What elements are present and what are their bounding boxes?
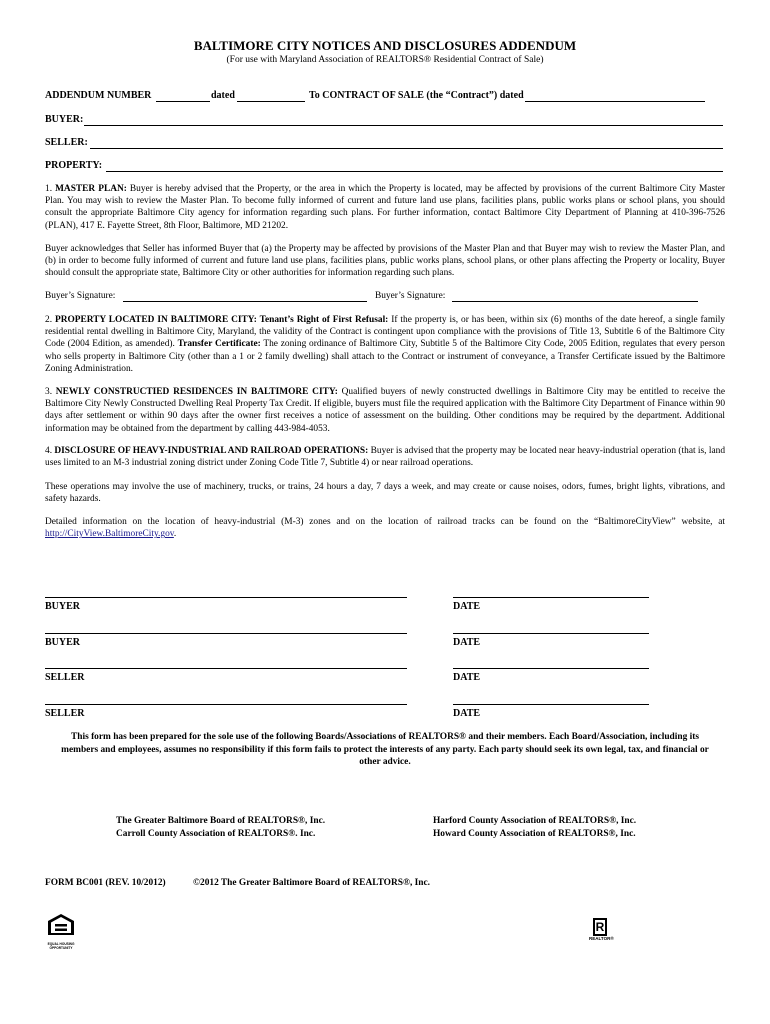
- section-heading: MASTER PLAN:: [55, 184, 127, 194]
- date-label-buyer-1: DATE: [453, 601, 481, 612]
- contract-dated-field[interactable]: [525, 101, 705, 102]
- date-label-seller-1: DATE: [453, 672, 481, 683]
- section-body: Buyer is advised that the property may be located near heavy-industrial operation (that is, land uses limited to an M-3 industrial zoning district under Zoning Code Title 7, Subtitle 4) or near railroad operations.: [45, 446, 726, 469]
- buyer-field[interactable]: [84, 125, 723, 126]
- addendum-number-field[interactable]: [156, 101, 210, 102]
- buyer-signature-field-1[interactable]: [123, 301, 367, 302]
- dated-label: dated: [211, 90, 235, 101]
- equal-housing-text: EQUAL HOUSING OPPORTUNITY: [47, 942, 75, 950]
- transfer-certificate-body: The zoning ordinance of Baltimore City, Subtitle 5 of the Baltimore City Code, 2005 Edition, regulates that every person who sells property in Baltimore City (other than a 1 or 2 family dwelling) shall attach to the Contract or instrument of conveyance, a Transfer Certificate issued by the Baltimore Zoning Administration.: [45, 339, 725, 374]
- section-number: 4.: [45, 446, 53, 456]
- seller-field[interactable]: [90, 148, 723, 149]
- buyer-acknowledgement: Buyer acknowledges that Seller has informed Buyer that (a) the Property may be affected by provisions of the Master Plan and that Buyer may wish to review the Master Plan, and (b) in order to become fully informed of current and future land use plans, facilities plans, public works plans, school plans, or other plans affecting the Property or locality, Buyer should consult the appropriate state, Baltimore City or other authorities for information regarding such plans.: [45, 244, 725, 279]
- equal-housing-graphic: [45, 913, 77, 937]
- buyer-signature-field-2[interactable]: [452, 301, 698, 302]
- section-heavy-industrial: [45, 445, 725, 469]
- cityview-text: Detailed information on the location of heavy-industrial (M-3) zones and on the location of railroad tracks can be found on the “BaltimoreCityView” website, at: [45, 517, 725, 527]
- section-body: If the property is, or has been, within six (6) months of the date hereof, a single family residential rental dwelling in Baltimore City, Maryland, the validity of the Contract is contingent upon compliance with the provisions of Title 13, Subtitle 6 of the Baltimore City Code (2004 Edition, as amended).: [45, 315, 726, 350]
- section-body: Qualified buyers of newly constructed dwellings in Baltimore City may be entitled to receive the Baltimore City Newly Constructed Dwelling Real Property Tax Credit. If eligible, buyers must file the required application with the Baltimore City Department of Finance within 90 days after settlement or within 90 days after the owner first receives a notice of assessment on the building. Other conditions may be required by the department. Additional information may be obtained from the department by calling 443-984-4053.: [45, 387, 726, 434]
- association-carroll-county: Carroll County Association of REALTORS®. Inc.: [116, 829, 316, 839]
- buyer-signature-label-1: Buyer’s Signature:: [45, 291, 116, 301]
- signature-label-seller-2: SELLER: [45, 708, 85, 719]
- seller-label: SELLER:: [45, 137, 88, 148]
- association-howard-county: Howard County Association of REALTORS®, Inc.: [433, 829, 636, 839]
- buyer-signature-label-2: Buyer’s Signature:: [375, 291, 446, 301]
- section-number: 1.: [45, 184, 53, 194]
- signature-label-buyer-1: BUYER: [45, 601, 81, 612]
- realtor-logo-box: R: [593, 918, 607, 936]
- copyright: ©2012 The Greater Baltimore Board of REALTORS®, Inc.: [193, 878, 431, 888]
- realtor-logo-icon: [589, 918, 613, 950]
- date-label-buyer-2: DATE: [453, 637, 481, 648]
- disclaimer: This form has been prepared for the sole use of the following Boards/Associations of REALTORS® and their members. Each Board/Association, including its members and employees, assumes no responsibility if this form fails to protect the interests of any party. Each party should seek its own legal, tax, and financial or other advice.: [61, 732, 709, 767]
- section-tenant-right: [45, 314, 725, 375]
- date-line-seller-1[interactable]: [453, 668, 649, 669]
- property-field[interactable]: [106, 171, 723, 172]
- date-line-buyer-1[interactable]: [453, 597, 649, 598]
- date-label-seller-2: DATE: [453, 708, 481, 719]
- section-heading: PROPERTY LOCATED IN BALTIMORE CITY: Tenant’s Right of First Refusal:: [54, 315, 389, 325]
- realtor-logo-text: REALTOR®: [589, 936, 614, 941]
- buyer-label: BUYER:: [45, 114, 84, 125]
- section-master-plan: [45, 183, 725, 232]
- form-id: FORM BC001 (REV. 10/2012): [45, 878, 166, 888]
- section-number: 3.: [45, 387, 53, 397]
- section-heading: DISCLOSURE OF HEAVY-INDUSTRIAL AND RAILROAD OPERATIONS:: [54, 446, 369, 456]
- cityview-link[interactable]: http://CityView.BaltimoreCity.gov: [45, 529, 174, 540]
- signature-line-seller-1[interactable]: [45, 668, 407, 669]
- property-label: PROPERTY:: [45, 160, 103, 171]
- cityview-period: .: [173, 529, 177, 540]
- section-new-residences: [45, 386, 725, 435]
- cityview-paragraph: [45, 516, 725, 540]
- signature-line-buyer-1[interactable]: [45, 597, 407, 598]
- signature-label-seller-1: SELLER: [45, 672, 85, 683]
- date-line-buyer-2[interactable]: [453, 633, 649, 634]
- equal-housing-icon: [45, 913, 77, 949]
- section-body: Buyer is hereby advised that the Property, or the area in which the Property is located, may be affected by provisions of the current Baltimore City Master Plan. You may wish to review the Master Plan. To become fully informed of current and future land use plans, facilities plans, public works plans or school plans, you should consult the appropriate Baltimore City agency for information regarding such plans. For further information, contact Baltimore City Department of Planning at 410-396-7526 (PLAN), 417 E. Fayette Street, 8th Floor, Baltimore, MD 21202.: [45, 184, 726, 231]
- page-title: BALTIMORE CITY NOTICES AND DISCLOSURES ADDENDUM: [193, 38, 577, 53]
- operations-paragraph: These operations may involve the use of machinery, trucks, or trains, 24 hours a day, 7 days a week, and may create or cause noises, odors, fumes, bright lights, vibrations, and safety hazards.: [45, 482, 725, 505]
- addendum-number-label: ADDENDUM NUMBER: [45, 90, 152, 101]
- signature-line-seller-2[interactable]: [45, 704, 407, 705]
- section-number: 2.: [45, 315, 53, 325]
- contract-dated-label: To CONTRACT OF SALE (the “Contract”) dated: [309, 90, 524, 101]
- association-greater-baltimore: The Greater Baltimore Board of REALTORS®, Inc.: [116, 816, 326, 826]
- transfer-certificate-heading: Transfer Certificate:: [177, 339, 261, 350]
- association-harford-county: Harford County Association of REALTORS®, Inc.: [433, 816, 637, 826]
- date-line-seller-2[interactable]: [453, 704, 649, 705]
- page-subtitle: (For use with Maryland Association of REALTORS® Residential Contract of Sale): [226, 55, 544, 65]
- dated-field[interactable]: [237, 101, 305, 102]
- section-heading: NEWLY CONSTRUCTIED RESIDENCES IN BALTIMORE CITY:: [55, 387, 338, 397]
- signature-label-buyer-2: BUYER: [45, 637, 81, 648]
- signature-line-buyer-2[interactable]: [45, 633, 407, 634]
